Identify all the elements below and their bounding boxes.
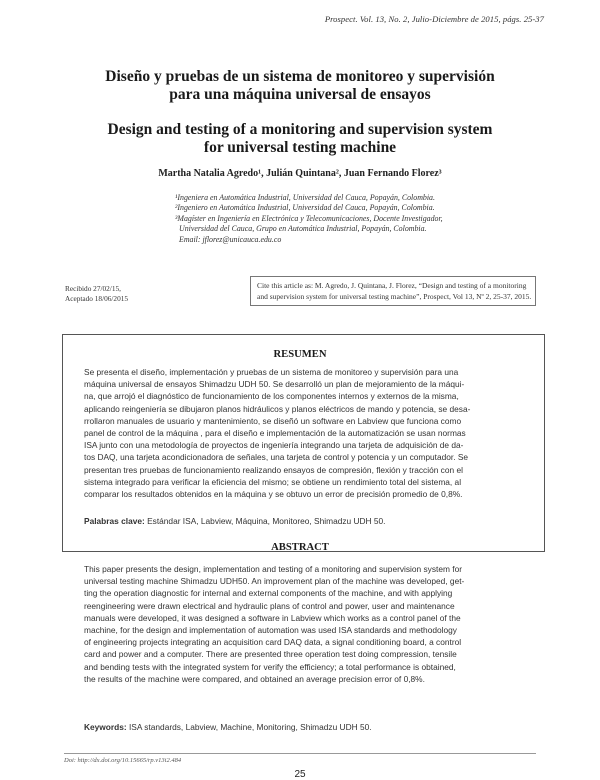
received-date: Recibido 27/02/15, bbox=[65, 284, 121, 293]
resumen-line: tos DAQ, una tarjeta acondicionadora de señales, una tarjeta de control y potencia y un computador. Se bbox=[84, 452, 469, 463]
abstract-line: manuals were developed, it was designed a software in Labview which works as a control panel of the bbox=[84, 612, 461, 623]
resumen-line: ISA junto con una metodología de proyectos de ingeniería integrando una tarjeta de adquisición de da- bbox=[84, 440, 464, 451]
keywords-label: Palabras clave: bbox=[84, 516, 145, 526]
affiliation-line: Universidad del Cauca, Grupo en Automática Industrial, Popayán, Colombia. bbox=[179, 224, 427, 234]
keywords-label: Keywords: bbox=[84, 722, 127, 732]
author-list: Martha Natalia Agredo¹, Julián Quintana², Juan Fernando Florez³ bbox=[158, 168, 442, 179]
resumen-line: presentan tres pruebas de funcionamiento realizando ensayos de compresión, flexión y tracción con el bbox=[84, 464, 463, 475]
abstract-line: and bending tests with the integrated system for verify the efficiency; a total performance is obtained, bbox=[84, 661, 456, 672]
resumen-keywords bbox=[84, 516, 385, 526]
citation-box bbox=[250, 276, 536, 306]
running-head: Prospect. Vol. 13, No. 2, Julio-Diciembre de 2015, págs. 25-37 bbox=[324, 14, 544, 24]
citation-line: Cite this article as: M. Agredo, J. Quintana, J. Florez, “Design and testing of a monitoring bbox=[257, 281, 527, 290]
resumen-line: na, que arrojó el diagnóstico de funcionamiento de los componentes internos y externos de la misma, bbox=[84, 391, 459, 402]
page-number: 25 bbox=[294, 769, 306, 780]
resumen-line: rrollaron manuales de usuario y mantenimiento, se diseñó un software en Labview que funciona como bbox=[84, 415, 462, 426]
affiliations bbox=[175, 193, 443, 245]
article-dates bbox=[65, 284, 128, 304]
citation-line: and supervision system for universal testing machine”, Prospect, Vol 13, Nº 2, 25-37, 2015. bbox=[257, 291, 532, 301]
abstract-line: of engineering projects integrating an acquisition card DAQ data, a signal conditioning board, a control bbox=[84, 637, 462, 648]
accepted-date: Aceptado 18/06/2015 bbox=[65, 294, 129, 304]
resumen-line: aplicando reingeniería se dibujaron planos hidráulicos y planos eléctricos de mando y potencia, se desa- bbox=[84, 403, 471, 414]
resumen-line: comparar los resultados obtenidos en la máquina y se obtuvo un error de precisión promedio de 0,8%. bbox=[84, 489, 463, 500]
keywords-values: ISA standards, Labview, Machine, Monitoring, Shimadzu UDH 50. bbox=[128, 722, 372, 732]
resumen-heading: RESUMEN bbox=[273, 349, 327, 360]
abstract-text bbox=[84, 563, 526, 685]
abstract-line: machine, for the design and implementation of automation was used ISA standards and methodology bbox=[84, 625, 457, 636]
affiliation-line: ³Magíster en Ingeniería en Electrónica y Telecomunicaciones, Docente Investigador, bbox=[175, 213, 443, 223]
title-spanish bbox=[0, 68, 600, 104]
title-spanish-line: para una máquina universal de ensayos bbox=[169, 86, 431, 103]
keywords-values: Estándar ISA, Labview, Máquina, Monitoreo, Shimadzu UDH 50. bbox=[147, 516, 386, 526]
abstract-line: universal testing machine Shimadzu UDH50. An improvement plan of the machine was developed, get- bbox=[84, 576, 465, 587]
title-spanish-line: Diseño y pruebas de un sistema de monitoreo y supervisión bbox=[105, 68, 495, 85]
title-english-line: for universal testing machine bbox=[203, 139, 397, 156]
resumen-line: sistema integrado para verificar la eficiencia del mismo; se obtiene un rendimiento total del sistema, al bbox=[84, 476, 462, 487]
abstract-line: reengineering were drawn electrical and hydraulic plans of control and power, user and maintenance bbox=[84, 600, 455, 611]
resumen-text bbox=[84, 366, 526, 500]
abstract-heading: ABSTRACT bbox=[271, 542, 329, 553]
title-english bbox=[0, 121, 600, 157]
title-english-line: Design and testing of a monitoring and supervision system bbox=[107, 121, 493, 138]
affiliation-email: Email: jflorez@unicauca.edu.co bbox=[179, 234, 282, 244]
resumen-line: panel de control de la máquina , para el diseño e implementación de la automatización se usan normas bbox=[84, 428, 466, 439]
affiliation-line: ²Ingeniero en Automática Industrial, Universidad del Cauca, Popayán, Colombia. bbox=[175, 203, 435, 213]
affiliation-line: ¹Ingeniera en Automática Industrial, Universidad del Cauca, Popayán, Colombia. bbox=[175, 193, 435, 202]
footer-divider bbox=[64, 753, 536, 754]
abstract-line: the results of the machine were compared, and obtained an average precision error of 0,8%. bbox=[84, 673, 425, 684]
abstract-line: ting the operation diagnostic for internal and external components of the machine, and with applying bbox=[84, 588, 453, 599]
abstract-line: card and power and a computer. There are presented three operation test doing compression, tensile bbox=[84, 649, 457, 660]
abstract-keywords bbox=[84, 722, 372, 732]
resumen-line: máquina universal de ensayos Shimadzu UDH 50. Se desarrolló un plan de mejoramiento de la máqui- bbox=[84, 379, 465, 390]
doi-link[interactable]: Doi: http://dx.doi.org/10.15665/rp.v13i2.484 bbox=[64, 757, 182, 764]
abstract-line: This paper presents the design, implementation and testing of a monitoring and supervision system for bbox=[84, 564, 462, 574]
resumen-line: Se presenta el diseño, implementación y pruebas de un sistema de monitoreo y supervisión para una bbox=[84, 367, 459, 377]
